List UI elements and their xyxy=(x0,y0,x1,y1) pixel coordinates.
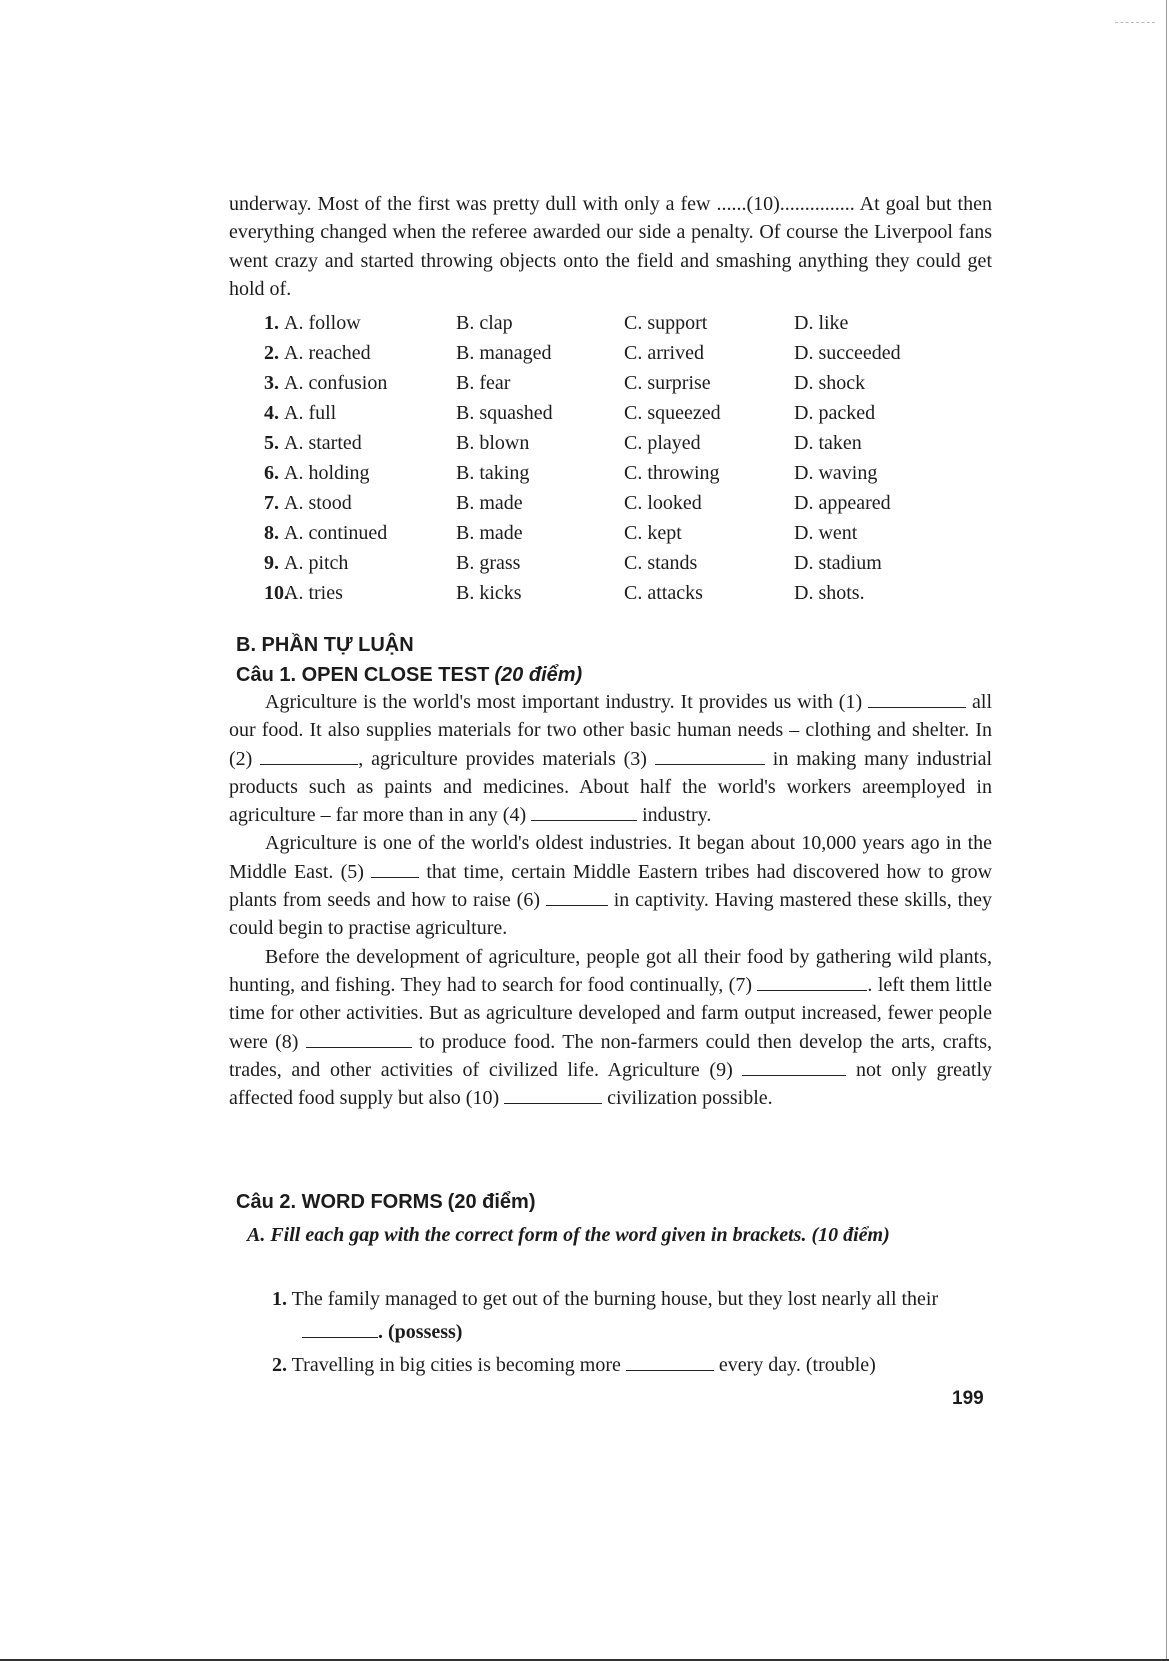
question-number: 7. xyxy=(264,492,279,514)
option-a: A. holding xyxy=(284,462,370,484)
option-a: A. reached xyxy=(284,342,371,364)
option-d: D. shots. xyxy=(794,582,865,604)
cau2-heading xyxy=(236,1190,535,1214)
cau2-title: Câu 2. WORD FORMS xyxy=(236,1191,443,1213)
option-row xyxy=(264,338,984,368)
option-c: C. looked xyxy=(624,492,702,514)
option-d: D. like xyxy=(794,312,849,334)
cloze-text: industry. xyxy=(642,804,712,827)
cloze-text: civilization possible. xyxy=(607,1087,773,1110)
cloze-text: in making many industrial products such as paints and medicines. About half the world's workers areemployed in agriculture – far more than in any (4) xyxy=(229,747,993,827)
option-c: C. played xyxy=(624,432,701,454)
option-b: B. squashed xyxy=(456,402,553,424)
gap-3-blank xyxy=(655,746,765,765)
option-b: B. fear xyxy=(456,372,511,394)
item-blank xyxy=(302,1319,378,1338)
option-c: C. surprise xyxy=(624,372,711,394)
cloze-text: , agriculture provides materials (3) xyxy=(358,747,647,770)
page-number: 199 xyxy=(952,1388,984,1409)
section-b-heading: B. PHẦN TỰ LUẬN xyxy=(236,634,414,656)
cloze-paragraph xyxy=(229,688,992,829)
word-form-items xyxy=(272,1283,992,1382)
cau1-points: (20 điểm) xyxy=(494,664,583,686)
option-d: D. went xyxy=(794,522,858,544)
option-c: C. attacks xyxy=(624,582,703,604)
option-row xyxy=(264,548,984,578)
question-number: 3. xyxy=(264,372,279,394)
cau1-heading xyxy=(236,663,582,687)
question-number: 10. xyxy=(264,582,289,604)
option-row xyxy=(264,308,984,338)
item-hint: . (possess) xyxy=(378,1321,463,1343)
option-row xyxy=(264,578,984,608)
gap-5-blank xyxy=(371,859,419,878)
option-c: C. kept xyxy=(624,522,682,544)
intro-paragraph: underway. Most of the first was pretty dull with only a few ......(10)............... At goal but then everything changed when the referee awarded our side a penalty. Of course the Liverpool fans went crazy and started throwing objects onto the field and smashing anything they could get hold of. xyxy=(229,193,992,300)
item-text: Travelling in big cities is becoming more xyxy=(291,1354,621,1376)
option-row xyxy=(264,368,984,398)
word-form-item xyxy=(272,1283,992,1349)
option-b: B. managed xyxy=(456,342,552,364)
option-d: D. stadium xyxy=(794,552,882,574)
cloze-text: Agriculture is one of the world's oldest industries. It began about 10,000 years ago in the Middle East. (5) xyxy=(229,832,992,883)
cau1-title: Câu 1. OPEN CLOSE TEST xyxy=(236,664,490,686)
cloze-text: that time, certain Middle Eastern tribes had discovered how to grow plants from seeds and how to raise (6) xyxy=(229,860,993,912)
cloze-paragraph xyxy=(229,943,992,1113)
item-number: 2. xyxy=(272,1354,287,1376)
cloze-passage xyxy=(229,688,992,1112)
option-a: A. continued xyxy=(284,522,388,544)
option-d: D. packed xyxy=(794,402,876,424)
gap-7-blank xyxy=(757,972,867,991)
option-b: B. clap xyxy=(456,312,513,334)
option-b: B. made xyxy=(456,522,523,544)
cloze-text: . left them little time for other activities. But as agriculture developed and farm output increased, fewer people were (8) xyxy=(229,973,992,1053)
option-c: C. support xyxy=(624,312,708,334)
options-table xyxy=(264,308,984,608)
cloze-text: all our food. It also supplies materials for two other basic human needs – clothing and shelter. In (2) xyxy=(229,691,993,770)
option-c: C. throwing xyxy=(624,462,720,484)
option-d: D. succeeded xyxy=(794,342,901,364)
option-a: A. confusion xyxy=(284,372,388,394)
gap-9-blank xyxy=(742,1057,846,1076)
question-number: 2. xyxy=(264,342,279,364)
cloze-text: Before the development of agriculture, people got all their food by gathering wild plants, hunting, and fishing. They had to search for food continually, (7) xyxy=(229,945,992,996)
item-text: The family managed to get out of the burning house, but they lost nearly all their xyxy=(291,1288,939,1310)
cloze-paragraph xyxy=(229,829,992,942)
option-d: D. appeared xyxy=(794,492,891,514)
option-a: A. full xyxy=(284,402,337,424)
cloze-text: not only greatly affected food supply but also (10) xyxy=(229,1058,992,1110)
option-a: A. stood xyxy=(284,492,352,514)
cloze-text: Agriculture is the world's most important industry. It provides us with (1) xyxy=(265,691,863,713)
option-row xyxy=(264,398,984,428)
option-row xyxy=(264,488,984,518)
item-hint: every day. (trouble) xyxy=(718,1354,876,1376)
option-b: B. blown xyxy=(456,432,530,454)
question-number: 9. xyxy=(264,552,279,574)
cloze-text: to produce food. The non-farmers could then develop the arts, crafts, trades, and other activities of civilized life. Agriculture (9) xyxy=(229,1030,993,1081)
option-c: C. stands xyxy=(624,552,698,574)
word-form-item xyxy=(272,1349,992,1382)
question-number: 6. xyxy=(264,462,279,484)
cau2-points: (20 điểm) xyxy=(447,1191,536,1213)
option-d: D. shock xyxy=(794,372,866,394)
option-a: A. started xyxy=(284,432,362,454)
option-c: C. squeezed xyxy=(624,402,721,424)
option-a: A. follow xyxy=(284,312,361,334)
option-row xyxy=(264,518,984,548)
option-c: C. arrived xyxy=(624,342,704,364)
gap-10-blank xyxy=(504,1085,602,1104)
option-d: D. waving xyxy=(794,462,878,484)
option-row xyxy=(264,428,984,458)
option-b: B. taking xyxy=(456,462,530,484)
item-number: 1. xyxy=(272,1288,287,1310)
question-number: 8. xyxy=(264,522,279,544)
item-blank xyxy=(626,1352,714,1371)
gap-1-blank xyxy=(868,689,966,708)
option-b: B. made xyxy=(456,492,523,514)
option-b: B. grass xyxy=(456,552,521,574)
gap-2-blank xyxy=(260,746,358,765)
question-number: 5. xyxy=(264,432,279,454)
option-d: D. taken xyxy=(794,432,862,454)
question-number: 4. xyxy=(264,402,279,424)
gap-4-blank xyxy=(531,802,637,821)
cloze-text: in captivity. Having mastered these skills, they could begin to practise agriculture. xyxy=(229,889,993,940)
option-a: A. tries xyxy=(284,582,343,604)
gap-8-blank xyxy=(306,1029,412,1048)
option-b: B. kicks xyxy=(456,582,522,604)
question-number: 1. xyxy=(264,312,279,334)
option-a: A. pitch xyxy=(284,552,349,574)
cau2-task-instruction: A. Fill each gap with the correct form of the word given in brackets. (10 điểm) xyxy=(247,1224,890,1246)
gap-6-blank xyxy=(546,887,608,906)
option-row xyxy=(264,458,984,488)
